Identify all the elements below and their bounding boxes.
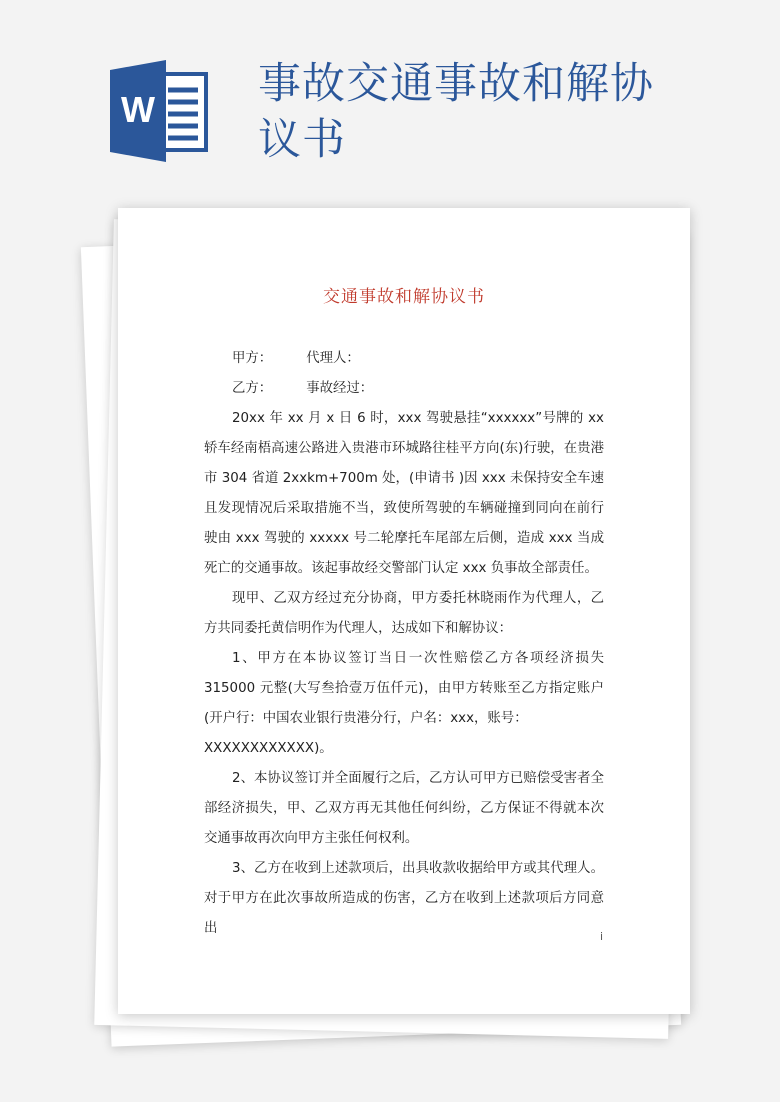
paragraph-accident-details: 20xx 年 xx 月 x 日 6 时，xxx 驾驶悬挂“xxxxxx”号牌的 xx 轿车经南梧高速公路进入贵港市环城路往桂平方向(东)行驶，在贵港市 304 省道 2xxkm+700m 处，(申请书 )因 xxx 未保持安全车速且发现情况后采取措施不当，致使所驾驶的车辆碰撞到同向在前行驶由 xxx 驾驶的 xxxxx 号二轮摩托车尾部左后侧，造成 xxx 当成死亡的交通事故。该起事故经交警部门认定 xxx 负事故全部责任。 — [204, 411, 604, 576]
document-body — [204, 344, 604, 944]
word-icon-letter: W — [121, 89, 155, 130]
document-page — [118, 208, 690, 1014]
page-number: i — [600, 930, 604, 943]
party-b-line: 乙方： 事故经过： — [232, 381, 374, 396]
word-document-icon — [110, 60, 212, 162]
party-a-line: 甲方： 代理人： — [232, 351, 360, 366]
page-title: 事故交通事故和解协议书 — [258, 59, 654, 165]
paragraph-clause-2: 2、本协议签订并全面履行之后，乙方认可甲方已赔偿受害者全部经济损失，甲、乙双方再无其他任何纠纷，乙方保证不得就本次交通事故再次向甲方主张任何权利。 — [204, 771, 604, 846]
paragraph-clause-3: 3、乙方在收到上述款项后，出具收款收据给甲方或其代理人。对于甲方在此次事故所造成的伤害，乙方在收到上述款项后方同意出 — [204, 861, 604, 936]
document-title: 交通事故和解协议书 — [323, 287, 485, 307]
paragraph-account-number: XXXXXXXXXXXX)。 — [204, 741, 333, 756]
paragraph-negotiation: 现甲、乙双方经过充分协商，甲方委托林晓雨作为代理人，乙方共同委托黄信明作为代理人，达成如下和解协议： — [204, 591, 604, 636]
paragraph-clause-1: 1、甲方在本协议签订当日一次性赔偿乙方各项经济损失 315000 元整(大写叁拾壹万伍仟元)，由甲方转账至乙方指定账户(开户行：中国农业银行贵港分行，户名：xxx，账号： — [204, 651, 604, 726]
